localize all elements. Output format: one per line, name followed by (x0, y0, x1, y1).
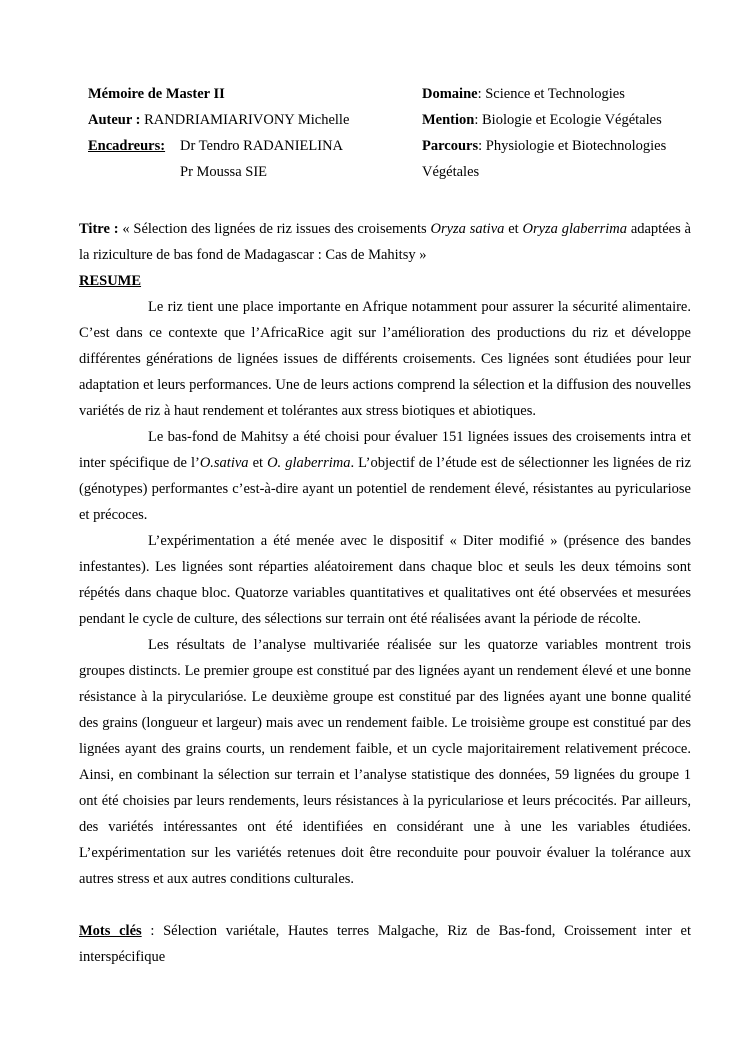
parcours-value: : Physiologie et Biotechnologies (478, 138, 667, 154)
titre-label: Titre : (79, 221, 119, 237)
mots-cles-label: Mots clés (79, 923, 142, 939)
memoire-title: Mémoire de Master II (88, 86, 225, 102)
resume-paragraph-1: Le riz tient une place importante en Afrique notamment pour assurer la sécurité alimentaire. C’est dans ce contexte que l’AfricaRice agit sur l’amélioration des productions du riz et développe différentes générations de lignées issues de différents croisements. Ces lignées sont étudiées pour leur adaptation et leurs performances. Une de leurs actions comprend la sélection et la diffusion des nouvelles variétés de riz à haut rendement et tolérantes aux stress biotiques et abiotiques. (79, 299, 691, 419)
titre-species-2: Oryza glaberrima (522, 221, 627, 237)
p2-species-1: O.sativa (199, 455, 249, 471)
p2-text-b: et (248, 455, 268, 471)
mention-label: Mention (422, 112, 475, 128)
resume-heading: RESUME (79, 273, 142, 289)
mots-cles-paragraph (79, 918, 691, 970)
parcours-label: Parcours (422, 138, 479, 154)
encadreur-1: Dr Tendro RADANIELINA (180, 138, 344, 154)
domaine-field (422, 84, 625, 104)
titre-species-1: Oryza sativa (430, 221, 505, 237)
titre-text-3: adaptées à la riziculture de bas fond de Madagascar : Cas de Mahitsy » (79, 221, 691, 263)
header-row-4 (88, 162, 698, 188)
document-body (79, 216, 691, 970)
titre-text-2: et (504, 221, 523, 237)
auteur-field (88, 110, 349, 130)
titre-paragraph (79, 216, 691, 268)
p2-species-2: O. glaberrima (267, 455, 351, 471)
p2-text-c: . L’objectif de l’étude est de sélectionner les lignées de riz (génotypes) performantes c’est-à-dire ayant un potentiel de rendement élevé, résistantes au pyriculariose et précoces. (79, 455, 692, 523)
auteur-value: RANDRIAMIARIVONY Michelle (144, 112, 350, 128)
encadreurs-field (88, 136, 165, 156)
mention-field (422, 110, 662, 130)
document-header (88, 84, 698, 188)
parcours-field (422, 136, 666, 156)
parcours-value-continued: Végétales (422, 164, 480, 180)
resume-paragraph-4: Les résultats de l’analyse multivariée réalisée sur les quatorze variables montrent trois groupes distincts. Le premier groupe est constitué par des lignées ayant un rendement élevé et une bonne résistance à la pirycularióse. Le deuxième groupe est constitué par des lignées ayant une bonne qualité des grains (longueur et largeur) mais avec un rendement faible. Le troisième groupe est constitué par des lignées ayant des grains courts, un rendement faible, et un cycle majoritairement relativement précoce. Ainsi, en combinant la sélection sur terrain et l’analyse statistique des données, 59 lignées du groupe 1 ont été choisies par leurs rendements, leurs résistances à la pyriculariose et leurs précocités. Par ailleurs, des variétés intéressantes ont été identifiées en considérant une à une les variables étudiées. L’expérimentation sur les variétés retenues doit être reconduite pour pouvoir évaluer la tolérance aux autres stress et aux autres conditions culturales. (79, 637, 691, 887)
domaine-value: : Science et Technologies (477, 86, 625, 102)
header-row-2 (88, 110, 698, 136)
encadreur-2: Pr Moussa SIE (180, 164, 268, 180)
auteur-label: Auteur : (88, 112, 141, 128)
encadreurs-label: Encadreurs: (88, 138, 166, 154)
mots-cles-text: : Sélection variétale, Hautes terres Malgache, Riz de Bas-fond, Croissement inter et interspécifique (79, 923, 691, 965)
header-row-3 (88, 136, 698, 162)
resume-paragraph-2 (79, 424, 691, 528)
mention-value: : Biologie et Ecologie Végétales (474, 112, 662, 128)
p2-text-a: Le bas-fond de Mahitsy a été choisi pour évaluer 151 lignées issues des croisements intra et inter spécifique de l’ (79, 429, 691, 471)
header-row-1 (88, 84, 698, 110)
resume-paragraph-3: L’expérimentation a été menée avec le dispositif « Diter modifié » (présence des bandes infestantes). Les lignées sont réparties aléatoirement dans chaque bloc et seuls les deux témoins sont répétés dans chaque bloc. Quatorze variables quantitatives et qualitatives ont été observées et mesurées pendant le cycle de culture, des sélections sur terrain ont été réalisées avant la période de récolte. (79, 533, 691, 627)
domaine-label: Domaine (422, 86, 478, 102)
spacer (79, 892, 691, 918)
titre-text-1: « Sélection des lignées de riz issues des croisements (118, 221, 431, 237)
